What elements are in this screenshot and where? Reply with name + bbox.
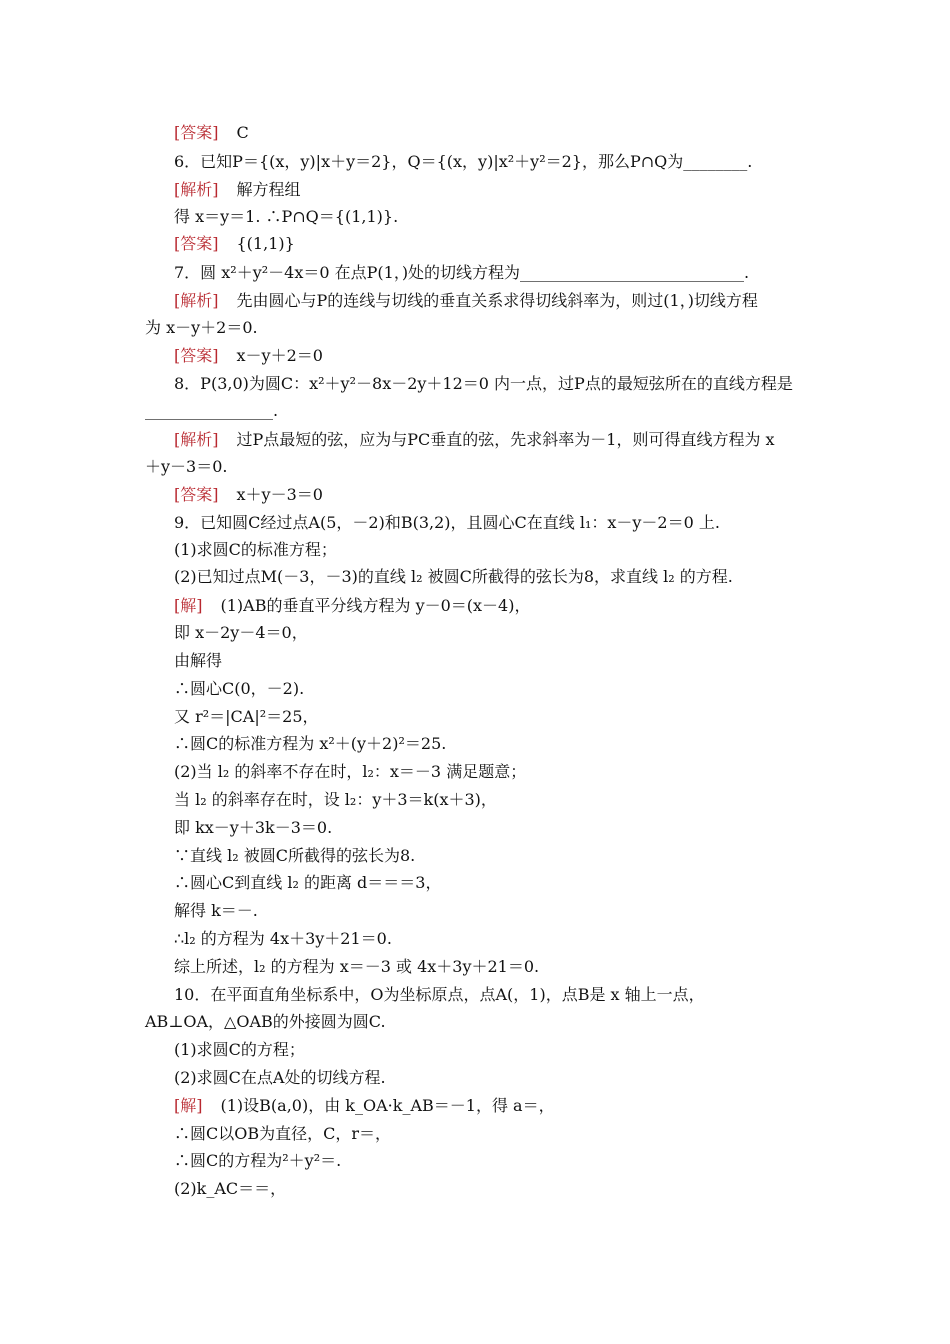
solution-line: 当 l₂ 的斜率存在时，设 l₂：y＋3＝k(x＋3)， [174,790,497,809]
analysis-tag: [解析] [174,430,219,449]
solution-line: 解得 k＝－. [174,901,258,920]
question-10: 10．在平面直角坐标系中，O为坐标原点，点A(，1)，点B是 x 轴上一点， [174,985,705,1004]
solution-line: ∴l₂ 的方程为 4x＋3y＋21＝0. [174,929,392,948]
solution-9: [解] (1)AB的垂直平分线方程为 y－0＝(x－4)， [174,596,531,615]
solution-tag: [解] [174,1096,203,1115]
solution-line: 即 x－2y－4＝0， [174,623,308,642]
solution-line: 即 kx－y＋3k－3＝0. [174,818,333,837]
question-8-blank: ________________. [145,401,279,420]
solution-line: 又 r²＝|CA|²＝25， [174,707,319,726]
question-7: 7．圆 x²＋y²－4x＝0 在点P(1，)处的切线方程为____________________________. [174,263,750,282]
question-10-part2: (2)求圆C在点A处的切线方程. [174,1068,386,1087]
answer-tag: [答案] [174,123,219,142]
question-9: 9．已知圆C经过点A(5，－2)和B(3,2)，且圆心C在直线 l₁：x－y－2＝0 上. [174,513,720,532]
solution-line: ∵直线 l₂ 被圆C所截得的弦长为8. [174,846,416,865]
answer-6: [答案] {(1,1)} [174,234,295,253]
analysis-8: [解析] 过P点最短的弦，应为与PC垂直的弦，先求斜率为－1，则可得直线方程为 x [174,430,775,449]
question-9-part1: (1)求圆C的标准方程； [174,540,337,559]
solution-line: (2)k_AC＝＝， [174,1179,287,1198]
answer-tag: [答案] [174,234,219,253]
question-8: 8．P(3,0)为圆C：x²＋y²－8x－2y＋12＝0 内一点，过P点的最短弦所在的直线方程是 [174,374,793,393]
analysis-tag: [解析] [174,291,219,310]
question-10-part1: (1)求圆C的方程； [174,1040,305,1059]
analysis-tag: [解析] [174,180,219,199]
solution-line: ∴圆C以OB为直径，C，r＝， [174,1124,392,1143]
solution-line: 由解得 [174,651,223,670]
question-9-part2: (2)已知过点M(－3，－3)的直线 l₂ 被圆C所截得的弦长为8，求直线 l₂ 的方程. [174,567,733,586]
answer-8: [答案] x＋y－3＝0 [174,485,323,504]
solution-line: ∴圆C的方程为²＋y²＝. [174,1151,342,1170]
solution-line: (2)当 l₂ 的斜率不存在时，l₂：x＝－3 满足题意； [174,762,527,781]
answer-tag: [答案] [174,346,219,365]
analysis-6: [解析] 解方程组 [174,180,301,199]
solution-line: ∴圆心C到直线 l₂ 的距离 d＝＝＝3， [174,873,442,892]
solution-line: 综上所述，l₂ 的方程为 x＝－3 或 4x＋3y＋21＝0. [174,957,540,976]
question-10-cont: AB⊥OA，△OAB的外接圆为圆C. [145,1012,386,1031]
solution-line: ∴圆C的标准方程为 x²＋(y＋2)²＝25. [174,734,447,753]
solution-tag: [解] [174,596,203,615]
analysis-7: [解析] 先由圆心与P的连线与切线的垂直关系求得切线斜率为，则过(1，)切线方程 [174,291,758,310]
answer-tag: [答案] [174,485,219,504]
analysis-8-cont: ＋y－3＝0. [145,457,228,476]
analysis-7-cont: 为 x－y＋2＝0. [145,318,258,337]
answer-7: [答案] x－y＋2＝0 [174,346,323,365]
solution-10: [解] (1)设B(a,0)，由 k_OA·k_AB＝－1，得 a＝， [174,1096,555,1115]
solution-line: ∴圆心C(0，－2). [174,679,305,698]
answer-5: [答案] C [174,123,249,142]
analysis-6-result: 得 x＝y＝1. ∴P∩Q＝{(1,1)}. [174,207,399,226]
question-6: 6．已知P＝{(x，y)|x＋y＝2}，Q＝{(x，y)|x²＋y²＝2}，那么P∩Q为________. [174,152,753,171]
